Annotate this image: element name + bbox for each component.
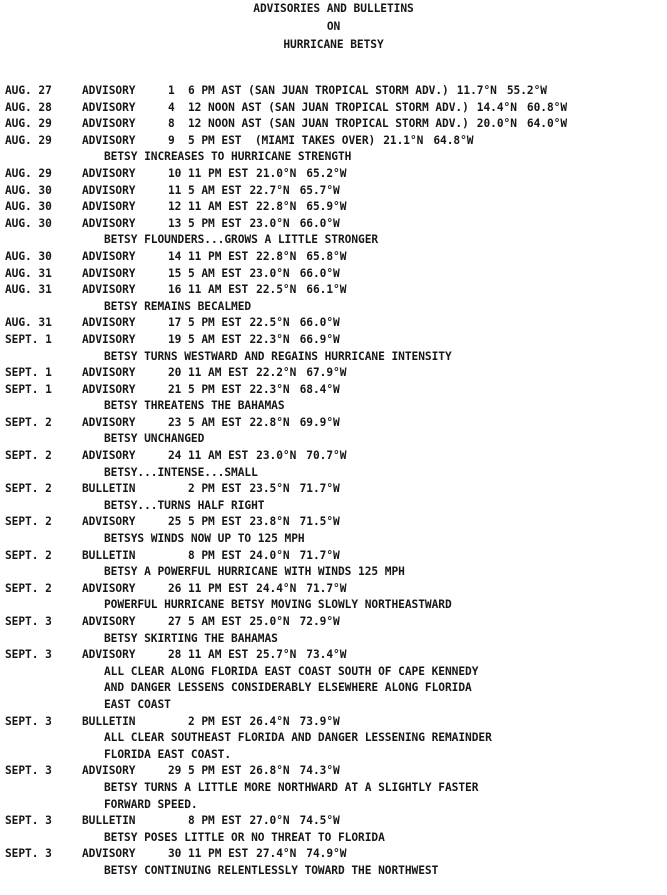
- entry-number: 17: [168, 316, 182, 330]
- entry-type: ADVISORY: [82, 216, 136, 230]
- entry-longitude: 70.7°W: [306, 449, 347, 463]
- entry-headline: BETSY INCREASES TO HURRICANE STRENGTH: [104, 150, 352, 164]
- entry-time: 2 PM EST: [188, 714, 242, 728]
- entry-type: BULLETIN: [82, 714, 136, 728]
- entry-time: 11 PM EST: [188, 581, 249, 595]
- advisory-row: [0, 415, 667, 432]
- advisory-entry: [0, 282, 667, 315]
- entry-headline: BETSY FLOUNDERS...GROWS A LITTLE STRONGER: [104, 233, 379, 247]
- advisory-entry: [0, 166, 667, 183]
- entry-type: BULLETIN: [82, 548, 136, 562]
- entry-type: ADVISORY: [82, 117, 136, 131]
- entry-number: 27: [168, 615, 182, 628]
- advisory-row: [0, 548, 667, 565]
- entry-headline: ALL CLEAR ALONG FLORIDA EAST COAST SOUTH OF CAPE KENNEDY: [104, 664, 479, 678]
- entry-latitude: 22.3°N: [249, 382, 290, 396]
- entry-date: SEPT. 2: [5, 548, 52, 562]
- entry-date: AUG. 31: [5, 316, 52, 330]
- entry-date: AUG. 29: [5, 166, 52, 180]
- entry-number: 21: [168, 382, 182, 396]
- entry-longitude: 55.2°W: [506, 84, 547, 97]
- entry-time: 11 AM EST: [188, 648, 249, 662]
- entry-time: 5 AM EST: [188, 415, 242, 429]
- advisory-entry: [0, 481, 667, 514]
- document-title: [0, 0, 667, 54]
- entry-type: ADVISORY: [82, 332, 136, 346]
- entry-headline: FLORIDA EAST COAST.: [104, 747, 232, 761]
- title-line-2: ON: [326, 20, 341, 33]
- entry-date: SEPT. 2: [5, 581, 52, 595]
- entry-latitude: 22.3°N: [249, 332, 290, 346]
- advisory-row: [0, 100, 667, 117]
- entry-longitude: 66.0°W: [299, 216, 340, 230]
- entry-number: 15: [168, 266, 182, 280]
- entry-time: 5 PM EST (MIAMI TAKES OVER): [188, 133, 376, 147]
- entry-headline: BETSY POSES LITTLE OR NO THREAT TO FLORIDA: [104, 830, 385, 844]
- advisory-entry: [0, 415, 667, 448]
- entry-time: 5 AM EST: [188, 183, 242, 197]
- entry-date: SEPT. 1: [5, 332, 52, 346]
- entry-longitude: 64.0°W: [526, 117, 568, 131]
- entry-type: ADVISORY: [82, 316, 136, 330]
- entry-latitude: 21.0°N: [256, 166, 297, 180]
- entry-number: 1: [168, 84, 175, 97]
- entry-headline: BETSY A POWERFUL HURRICANE WITH WINDS 125 MPH: [104, 565, 405, 579]
- advisory-row: [0, 332, 667, 349]
- advisory-entry: [0, 249, 667, 266]
- entry-latitude: 22.5°N: [249, 316, 290, 330]
- entry-type: ADVISORY: [82, 764, 136, 778]
- title-line-3: HURRICANE BETSY: [283, 38, 384, 51]
- entry-time: 5 AM EST: [188, 266, 242, 280]
- entry-type: ADVISORY: [82, 382, 136, 396]
- entry-headline: BETSY...INTENSE...SMALL: [104, 465, 258, 479]
- advisory-row: [0, 614, 667, 631]
- entry-headline: BETSY TURNS WESTWARD AND REGAINS HURRICANE INTENSITY: [104, 349, 452, 363]
- entry-longitude: 65.2°W: [306, 166, 347, 180]
- entry-date: AUG. 31: [5, 266, 52, 280]
- entry-longitude: 67.9°W: [306, 366, 347, 380]
- entry-longitude: 66.0°W: [299, 266, 340, 280]
- entry-date: SEPT. 3: [5, 847, 52, 861]
- advisory-row: [0, 846, 667, 863]
- entry-time: 5 AM EST: [188, 332, 242, 346]
- advisory-entry: [0, 514, 667, 547]
- entry-type: ADVISORY: [82, 183, 136, 197]
- title-line-1: ADVISORIES AND BULLETINS: [253, 2, 414, 15]
- entry-longitude: 66.1°W: [306, 283, 347, 297]
- entry-longitude: 71.7°W: [306, 581, 347, 595]
- entry-date: SEPT. 2: [5, 415, 52, 429]
- entry-longitude: 65.9°W: [306, 200, 347, 214]
- entry-longitude: 66.0°W: [299, 316, 340, 330]
- entry-time: 2 PM EST: [188, 482, 242, 496]
- advisory-entry: [0, 763, 667, 813]
- entry-number: 13: [168, 216, 182, 230]
- entry-number: 8: [168, 117, 175, 131]
- entry-time: 11 AM EST: [188, 283, 249, 297]
- entry-date: SEPT. 2: [5, 515, 52, 529]
- entry-date: SEPT. 3: [5, 615, 52, 628]
- entry-number: 19: [168, 332, 182, 346]
- entry-longitude: 71.5°W: [299, 515, 340, 529]
- entry-date: SEPT. 2: [5, 482, 52, 496]
- entry-type: ADVISORY: [82, 100, 136, 114]
- entry-number: 30: [168, 847, 182, 861]
- advisory-entry: [0, 133, 667, 166]
- entry-time: 11 AM EST: [188, 366, 249, 380]
- entry-longitude: 74.9°W: [306, 847, 347, 861]
- entry-latitude: 24.4°N: [256, 581, 297, 595]
- entry-headline: BETSY SKIRTING THE BAHAMAS: [104, 631, 278, 645]
- entry-latitude: 22.5°N: [256, 283, 297, 297]
- entry-time: 11 AM EST: [188, 200, 249, 214]
- entry-latitude: 23.0°N: [249, 216, 290, 230]
- entry-date: SEPT. 1: [5, 366, 52, 380]
- entry-time: 8 PM EST: [188, 548, 242, 562]
- entry-longitude: 60.8°W: [526, 100, 568, 114]
- entry-latitude: 22.7°N: [249, 183, 290, 197]
- entry-longitude: 69.9°W: [299, 415, 340, 429]
- entry-latitude: 27.0°N: [249, 814, 290, 828]
- entry-headline: FORWARD SPEED.: [104, 797, 198, 811]
- entry-longitude: 66.9°W: [299, 332, 340, 346]
- entry-time: 5 AM EST: [188, 615, 242, 628]
- entry-latitude: 22.8°N: [256, 200, 297, 214]
- advisory-row: [0, 315, 667, 332]
- entry-date: AUG. 29: [5, 117, 52, 131]
- entry-number: 29: [168, 764, 182, 778]
- entry-number: 28: [168, 648, 182, 662]
- entry-number: 23: [168, 415, 182, 429]
- entry-longitude: 65.7°W: [299, 183, 340, 197]
- entry-time: 12 NOON AST (SAN JUAN TROPICAL STORM ADV.): [188, 100, 469, 114]
- advisory-row: [0, 813, 667, 830]
- entry-type: ADVISORY: [82, 200, 136, 214]
- entry-longitude: 73.4°W: [306, 648, 347, 662]
- advisory-row: [0, 133, 667, 150]
- entry-type: ADVISORY: [82, 133, 136, 147]
- advisory-row: [0, 714, 667, 731]
- entry-latitude: 24.0°N: [249, 548, 290, 562]
- advisory-row: [0, 282, 667, 299]
- entry-date: SEPT. 3: [5, 648, 52, 662]
- entry-time: 5 PM EST: [188, 515, 242, 529]
- entry-type: ADVISORY: [82, 415, 136, 429]
- entry-latitude: 21.1°N: [383, 133, 424, 147]
- advisory-entry: [0, 365, 667, 382]
- entry-date: AUG. 31: [5, 283, 52, 297]
- entry-latitude: 22.2°N: [256, 366, 297, 380]
- entry-date: SEPT. 2: [5, 449, 52, 463]
- entry-number: 10: [168, 166, 182, 180]
- entry-number: 24: [168, 449, 182, 463]
- entry-date: AUG. 28: [5, 100, 52, 114]
- entry-longitude: 65.8°W: [306, 249, 347, 263]
- entry-headline: BETSY THREATENS THE BAHAMAS: [104, 399, 285, 413]
- entry-latitude: 20.0°N: [476, 117, 517, 131]
- entry-time: 6 PM AST (SAN JUAN TROPICAL STORM ADV.): [188, 84, 449, 97]
- entry-date: SEPT. 3: [5, 764, 52, 778]
- entry-headline: POWERFUL HURRICANE BETSY MOVING SLOWLY NORTHEASTWARD: [104, 598, 452, 612]
- entry-time: 5 PM EST: [188, 764, 242, 778]
- entry-latitude: 23.0°N: [256, 449, 297, 463]
- entry-type: ADVISORY: [82, 84, 136, 97]
- entry-latitude: 25.0°N: [249, 615, 290, 628]
- entry-latitude: 22.8°N: [256, 249, 297, 263]
- entry-date: SEPT. 3: [5, 714, 52, 728]
- entry-date: SEPT. 3: [5, 814, 52, 828]
- advisory-entry: [0, 548, 667, 581]
- advisory-row: [0, 647, 667, 664]
- entry-date: AUG. 30: [5, 183, 52, 197]
- advisory-entry: [0, 266, 667, 283]
- advisory-entry: [0, 199, 667, 216]
- entry-headline: BETSY REMAINS BECALMED: [104, 299, 252, 313]
- entry-latitude: 14.4°N: [476, 100, 517, 114]
- advisory-entry: [0, 332, 667, 365]
- advisory-row: [0, 481, 667, 498]
- entry-date: AUG. 29: [5, 133, 52, 147]
- entry-type: ADVISORY: [82, 366, 136, 380]
- entry-number: 14: [168, 249, 182, 263]
- entry-number: 11: [168, 183, 182, 197]
- entry-number: 16: [168, 283, 182, 297]
- advisory-row: [0, 382, 667, 399]
- entry-number: 12: [168, 200, 182, 214]
- entry-time: 5 PM EST: [188, 216, 242, 230]
- entry-longitude: 68.4°W: [299, 382, 340, 396]
- entry-longitude: 72.9°W: [299, 615, 340, 628]
- advisory-row: [0, 83, 667, 100]
- entry-time: 5 PM EST: [188, 316, 242, 330]
- advisory-entry: [0, 714, 667, 764]
- advisory-entry: [0, 647, 667, 713]
- entry-latitude: 26.8°N: [249, 764, 290, 778]
- entry-latitude: 23.8°N: [249, 515, 290, 529]
- advisory-row: [0, 763, 667, 780]
- entry-longitude: 71.7°W: [299, 548, 340, 562]
- entry-time: 11 AM EST: [188, 449, 249, 463]
- entry-time: 5 PM EST: [188, 382, 242, 396]
- entry-number: 4: [168, 100, 175, 114]
- entry-longitude: 74.5°W: [299, 814, 340, 828]
- entry-latitude: 27.4°N: [256, 847, 297, 861]
- entry-longitude: 74.3°W: [299, 764, 340, 778]
- advisory-row: [0, 365, 667, 382]
- entry-time: 8 PM EST: [188, 814, 242, 828]
- entry-number: 9: [168, 133, 175, 147]
- entry-type: BULLETIN: [82, 814, 136, 828]
- entry-type: ADVISORY: [82, 847, 136, 861]
- entry-longitude: 73.9°W: [299, 714, 340, 728]
- entry-time: 11 PM EST: [188, 166, 249, 180]
- entry-type: ADVISORY: [82, 615, 136, 628]
- entry-date: AUG. 30: [5, 200, 52, 214]
- entry-headline: BETSY CONTINUING RELENTLESSLY TOWARD THE NORTHWEST: [104, 863, 439, 877]
- entry-latitude: 23.0°N: [249, 266, 290, 280]
- entry-headline: BETSY UNCHANGED: [104, 432, 205, 446]
- entry-headline: ALL CLEAR SOUTHEAST FLORIDA AND DANGER LESSENING REMAINDER: [104, 731, 492, 745]
- advisory-row: [0, 266, 667, 283]
- entry-number: 20: [168, 366, 182, 380]
- entry-headline: BETSY TURNS A LITTLE MORE NORTHWARD AT A SLIGHTLY FASTER: [104, 780, 479, 794]
- advisory-entry: [0, 448, 667, 481]
- advisory-entry: [0, 382, 667, 415]
- entry-time: 11 PM EST: [188, 249, 249, 263]
- advisory-row: [0, 216, 667, 233]
- advisory-entry: [0, 846, 667, 879]
- entry-number: 25: [168, 515, 182, 529]
- entry-type: ADVISORY: [82, 581, 136, 595]
- entry-headline: EAST COAST: [104, 697, 171, 711]
- advisory-row: [0, 199, 667, 216]
- advisory-entry: [0, 216, 667, 249]
- advisory-entry: [0, 581, 667, 614]
- advisory-row: [0, 166, 667, 183]
- advisory-row: [0, 183, 667, 200]
- advisory-row: [0, 448, 667, 465]
- entry-date: AUG. 30: [5, 216, 52, 230]
- entry-type: ADVISORY: [82, 648, 136, 662]
- entry-type: ADVISORY: [82, 449, 136, 463]
- advisory-row: [0, 514, 667, 531]
- entry-type: ADVISORY: [82, 249, 136, 263]
- advisory-entry: [0, 614, 667, 647]
- entry-headline: BETSY...TURNS HALF RIGHT: [104, 498, 265, 512]
- entry-time: 12 NOON AST (SAN JUAN TROPICAL STORM ADV.): [188, 117, 469, 131]
- advisory-entry: [0, 183, 667, 200]
- entry-type: ADVISORY: [82, 515, 136, 529]
- advisory-entry: [0, 315, 667, 332]
- advisory-list: [0, 83, 667, 880]
- entry-time: 11 PM EST: [188, 847, 249, 861]
- entry-latitude: 11.7°N: [456, 84, 497, 97]
- entry-headline: AND DANGER LESSENS CONSIDERABLY ELSEWHERE ALONG FLORIDA: [104, 681, 472, 695]
- entry-number: 26: [168, 581, 182, 595]
- advisory-entry: [0, 116, 667, 133]
- entry-latitude: 25.7°N: [256, 648, 297, 662]
- entry-type: ADVISORY: [82, 266, 136, 280]
- advisory-entry: [0, 813, 667, 846]
- entry-type: ADVISORY: [82, 166, 136, 180]
- entry-latitude: 22.8°N: [249, 415, 290, 429]
- advisory-row: [0, 116, 667, 133]
- entry-latitude: 23.5°N: [249, 482, 290, 496]
- entry-longitude: 71.7°W: [299, 482, 340, 496]
- advisory-row: [0, 249, 667, 266]
- entry-longitude: 64.8°W: [433, 133, 474, 147]
- entry-headline: BETSYS WINDS NOW UP TO 125 MPH: [104, 532, 305, 546]
- entry-date: AUG. 30: [5, 249, 52, 263]
- entry-date: AUG. 27: [5, 84, 52, 97]
- entry-date: SEPT. 1: [5, 382, 52, 396]
- entry-type: BULLETIN: [82, 482, 136, 496]
- entry-latitude: 26.4°N: [249, 714, 290, 728]
- entry-type: ADVISORY: [82, 283, 136, 297]
- advisory-row: [0, 581, 667, 598]
- advisory-entry: [0, 83, 667, 100]
- advisory-entry: [0, 100, 667, 117]
